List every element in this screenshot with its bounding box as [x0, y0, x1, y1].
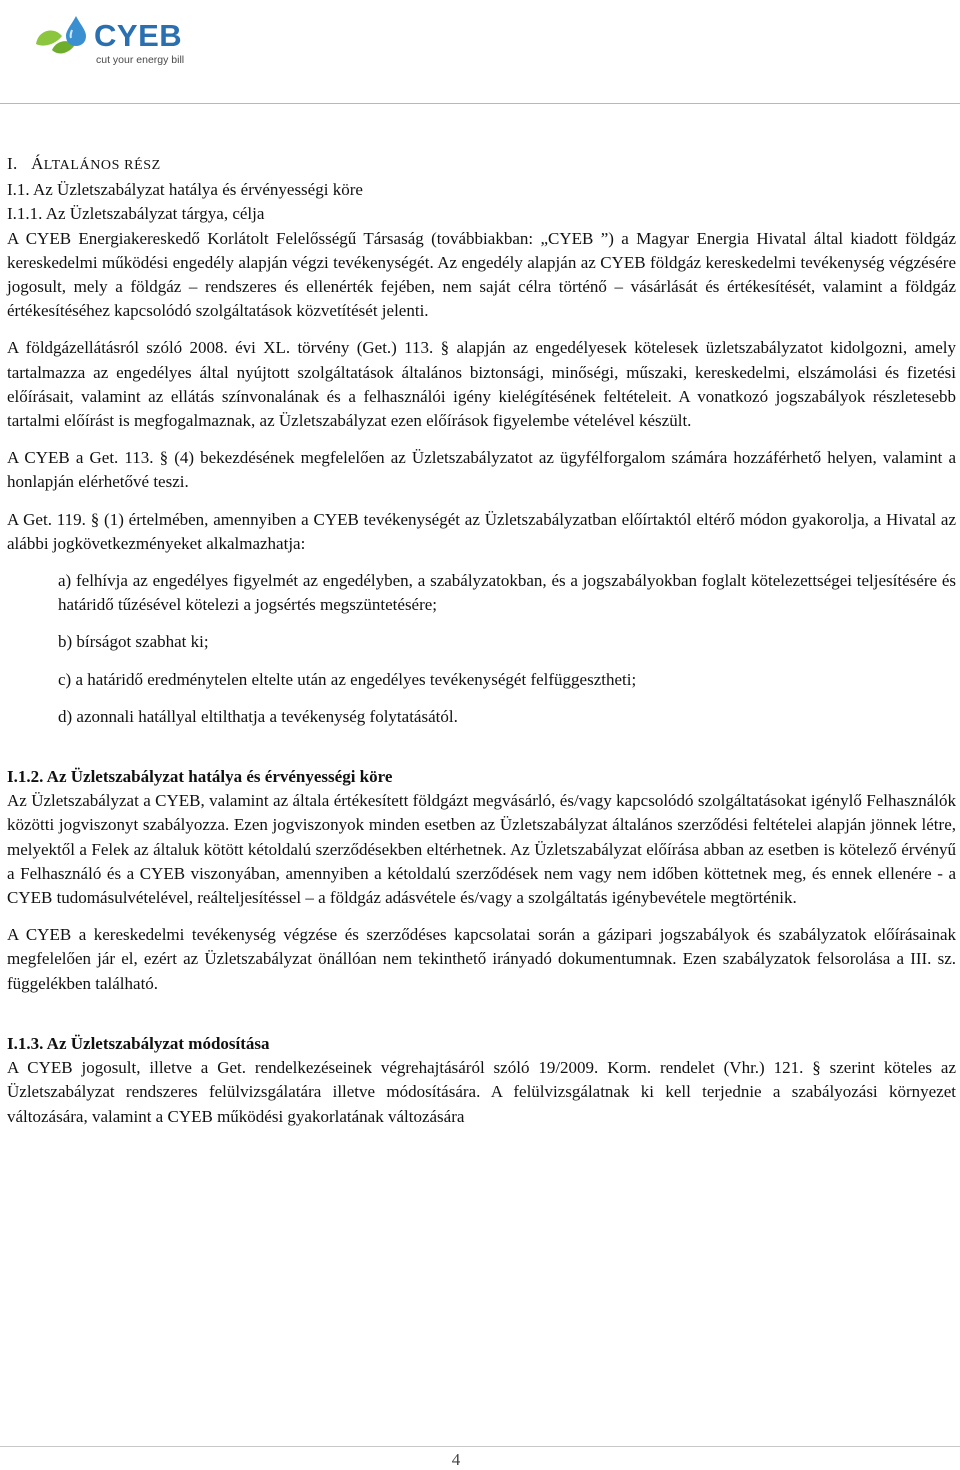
consequences-list: [58, 569, 956, 729]
heading-general-part: I. ÁLTALÁNOS RÉSZ: [7, 154, 161, 173]
paragraph: A CYEB jogosult, illetve a Get. rendelkezéseinek végrehajtásáról szóló 19/2009. Korm. rendelet (Vhr.) 121. § szerint köteles az Üzletszabályzat rendszeres felülvizsgálatára illetve módosítására. A felülvizsgálatnak ki kell terjednie a szabályozási környezet változására, valamint a CYEB működési gyakorlatának változására: [7, 1058, 956, 1126]
footer-divider: [0, 1446, 960, 1447]
list-item: a) felhívja az engedélyes figyelmét az engedélyben, a szabályzatokban, és a jogszabályokban foglalt kötelezettségei teljesítésére és határidő tűzésével kötelezi a jogsértés megszüntetésére;: [58, 571, 956, 615]
brand-name: CYEB: [94, 18, 183, 53]
list-item: d) azonnali hatállyal eltilthatja a tevékenység folytatásától.: [58, 706, 458, 726]
cyeb-logo: [32, 10, 202, 72]
header-divider: [0, 103, 960, 104]
paragraph: A CYEB a Get. 113. § (4) bekezdésének megfelelően az Üzletszabályzatot az ügyfélforgalom számára hozzáférhető helyen, valamint a honlapján elérhetővé teszi.: [7, 448, 956, 492]
page-header: [0, 0, 960, 105]
paragraph: A Get. 119. § (1) értelmében, amennyiben a CYEB tevékenységét az Üzletszabályzatban előírtaktól eltérő módon gyakorolja, a Hivatal az alábbi jogkövetkezményeket alkalmazhatja:: [7, 509, 956, 553]
leaf-drop-icon: [32, 14, 94, 62]
paragraph: A földgázellátásról szóló 2008. évi XL. törvény (Get.) 113. § alapján az engedélyesek kötelesek üzletszabályzatot kidolgozni, amely tartalmazza az engedélyes által nyújtott szolgáltatások általános biztonsági, minőségi, műszaki, kereskedelmi, elszámolási és fizetési előírásait, valamint az ellátás színvonalának és a felhasználói igény kielégítésének feltételeit. A vonatkozó jogszabályok részletesebb tartalmi előírást is megfogalmaznak, az Üzletszabályzat ezen előírások figyelembe vételével készült.: [7, 338, 956, 431]
brand-tagline: cut your energy bill: [96, 54, 185, 66]
heading-amendment: I.1.3. Az Üzletszabályzat módosítása: [7, 1033, 270, 1053]
paragraph: A CYEB a kereskedelmi tevékenység végzése és szerződéses kapcsolatai során a gázipari jogszabályok és szabályzatok előírásainak megfelelően jár el, ezért az Üzletszabályzat önállóan nem tekinthető irányadó dokumentumnak. Ezen szabályzatok felsorolása a III. sz. függelékben található.: [7, 925, 956, 993]
document-body: [7, 152, 956, 1129]
paragraph: Az Üzletszabályzat a CYEB, valamint az általa értékesített földgázt megvásárló, és/vagy kapcsolódó szolgáltatásokat igénylő Felhasználók közötti jogviszonyt szabályozza. Ezen jogviszonyok minden esetben az Üzletszabályzat általános szerződési feltételei alapján jönnek létre, melyektől a Felek az általuk kötött kétoldalú szerződésekben eltérhetnek. Az Üzletszabályzat előírása abban az esetben is kötelező érvényű a Felhasználó és a CYEB viszonyában, amennyiben a kétoldalú szerződések nem vagy nem időben köttetnek meg, és ennek ellenére - a CYEB tudomásulvételével, reálteljesítéssel – a földgáz adásvétele és/vagy a szolgáltatás igénybevétele megtörténik.: [7, 791, 956, 908]
paragraph: A CYEB Energiakereskedő Korlátolt Felelősségű Társaság (továbbiakban: „CYEB ”) a Magyar Energia Hivatal által kiadott földgáz kereskedelmi működési engedély alapján végzi tevékenységét. Az engedély alapján az CYEB földgáz kereskedelmi tevékenység végzésére jogosult, mely a földgáz – rendszeres és ellenérték fejében, nem saját célra történő – vásárlását és értékesítését, valamint a földgáz értékesítéséhez kapcsolódó szolgáltatások közvetítését jelenti.: [7, 228, 956, 321]
heading-subject-purpose: I.1.1. Az Üzletszabályzat tárgya, célja: [7, 204, 265, 224]
heading-scope: I.1. Az Üzletszabályzat hatálya és érvényességi köre: [7, 180, 363, 200]
heading-scope-validity: I.1.2. Az Üzletszabályzat hatálya és érvényességi köre: [7, 767, 393, 787]
list-item: b) bírságot szabhat ki;: [58, 632, 209, 652]
page-number: 4: [451, 1450, 461, 1469]
list-item: c) a határidő eredménytelen eltelte után az engedélyes tevékenységét felfüggesztheti;: [58, 669, 637, 689]
